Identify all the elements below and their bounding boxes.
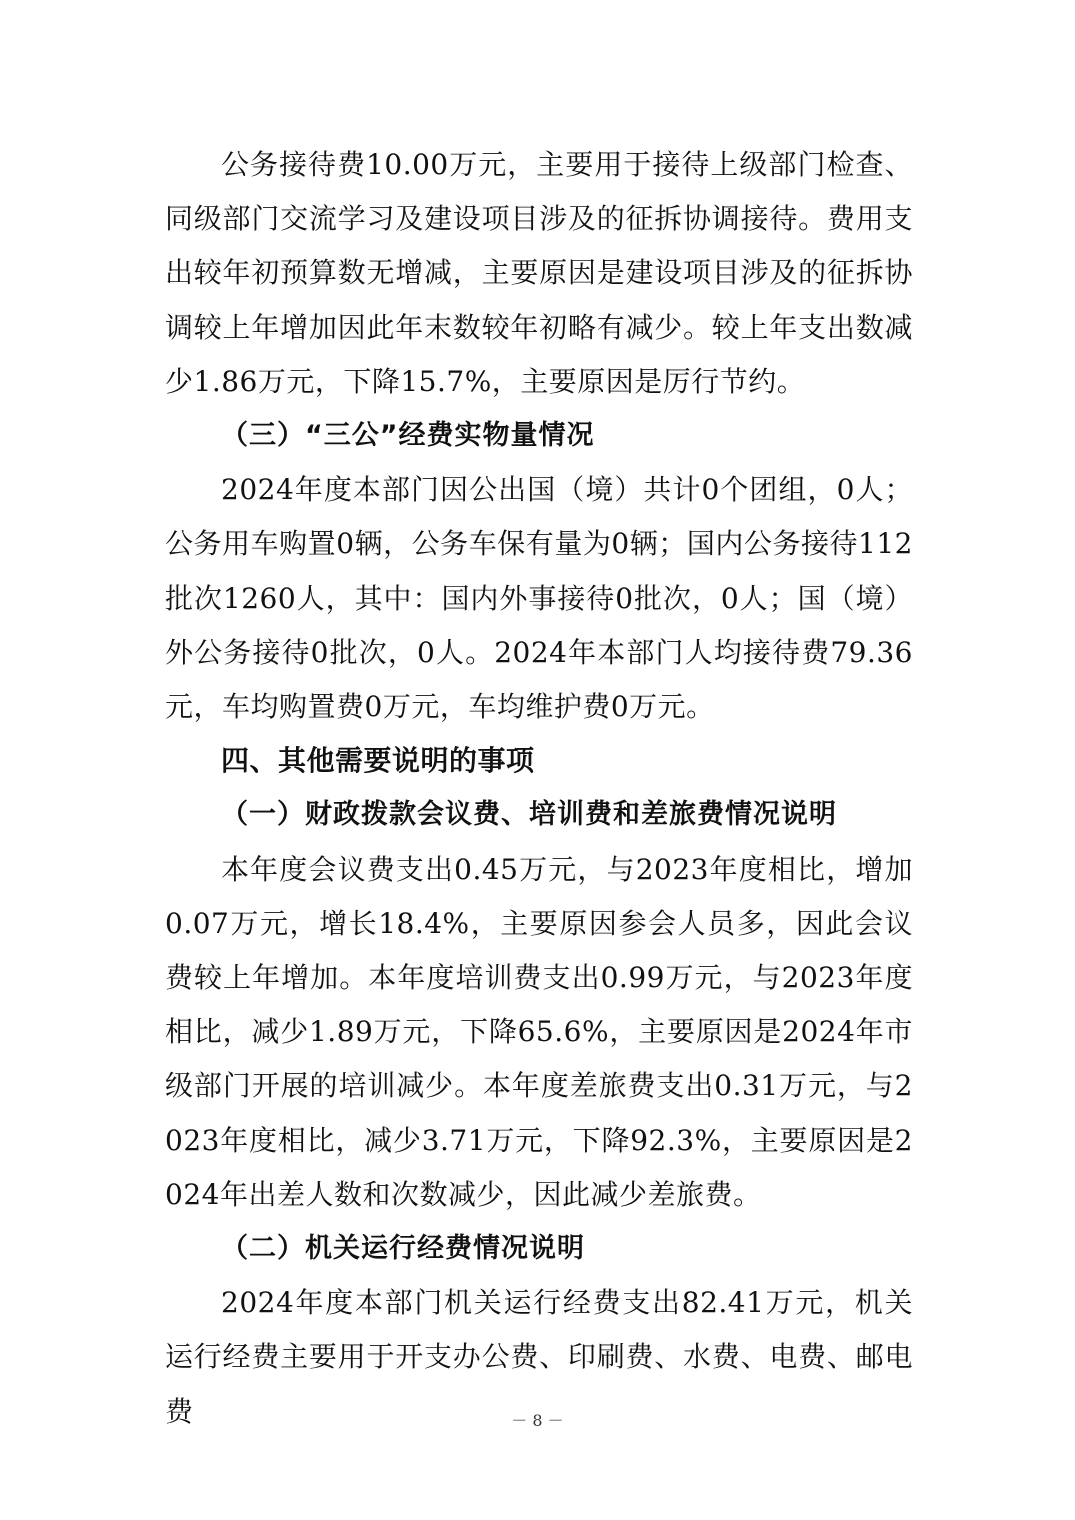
heading-three-public-quantity: （三）“三公”经费实物量情况 [221,420,595,452]
heading-other-matters: 四、其他需要说明的事项 [221,744,535,778]
document-body [165,138,913,1439]
paragraph-operating-expenses: 2024年度本部门机关运行经费支出82.41万元，机关运行经费主要用于开支办公费、印刷费、水费、电费、邮电费 [165,1286,913,1428]
heading-meeting-training-travel: （一）财政拨款会议费、培训费和差旅费情况说明 [221,799,837,831]
heading-operating-expenses: （二）机关运行经费情况说明 [221,1233,585,1265]
paragraph-meeting-training-travel: 本年度会议费支出0.45万元，与2023年度相比，增加0.07万元，增长18.4%，主要原因参会人员多，因此会议费较上年增加。本年度培训费支出0.99万元，与2023年度相比，减少1.89万元，下降65.6%，主要原因是2024年市级部门开展的培训减少。本年度差旅费支出0.31万元，与2023年度相比，减少3.71万元，下降92.3%，主要原因是2024年出差人数和次数减少，因此减少差旅费。 [165,852,913,1211]
paragraph-quantity-details: 2024年度本部门因公出国（境）共计0个团组，0人；公务用车购置0辆，公务车保有量为0辆；国内公务接待112批次1260人，其中：国内外事接待0批次，0人；国（境）外公务接待0批次，0人。2024年本部门人均接待费79.36元，车均购置费0万元，车均维护费0万元。 [165,473,913,724]
page-number: － 8 － [511,1411,564,1430]
paragraph-reception-fee: 公务接待费10.00万元，主要用于接待上级部门检查、同级部门交流学习及建设项目涉及的征拆协调接待。费用支出较年初预算数无增减，主要原因是建设项目涉及的征拆协调较上年增加因此年末数较年初略有减少。较上年支出数减少1.86万元，下降15.7%，主要原因是厉行节约。 [165,148,913,398]
